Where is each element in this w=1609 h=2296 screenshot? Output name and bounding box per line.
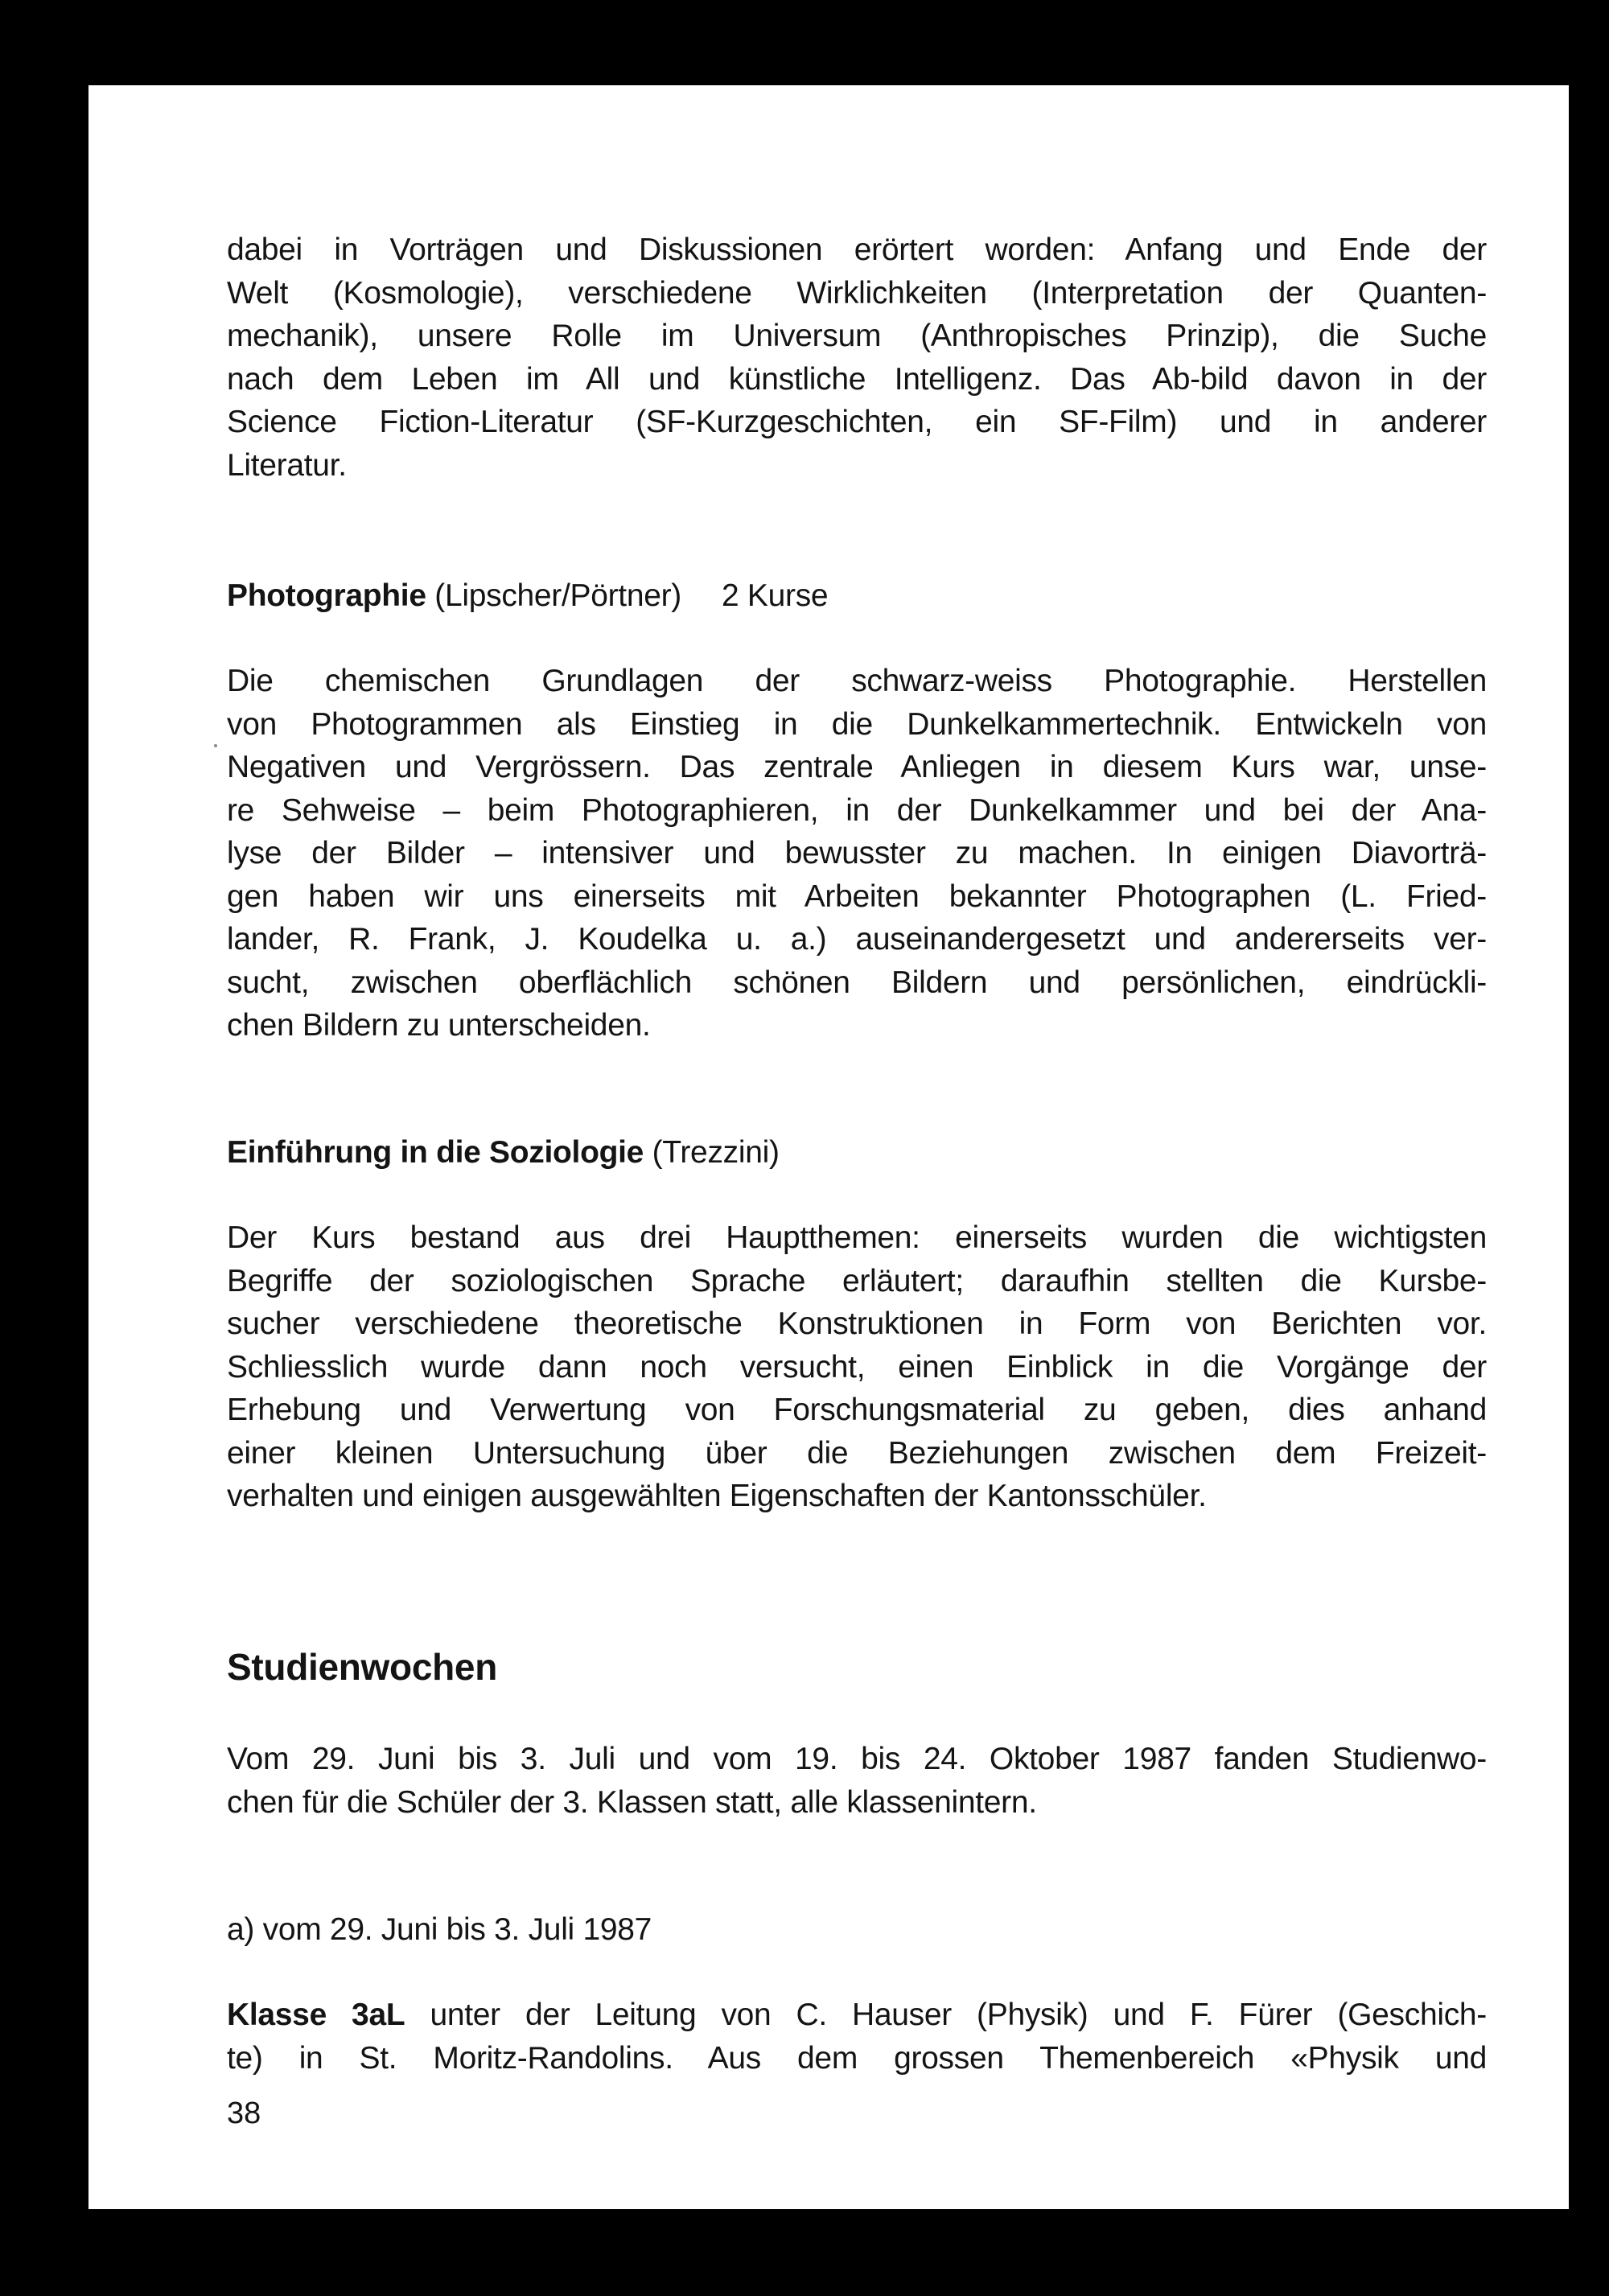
- scan-speck: [214, 744, 217, 747]
- course-teacher: (Trezzini): [652, 1135, 780, 1170]
- text-line: Welt (Kosmologie), verschiedene Wirklichkeiten (Interpretation der Quanten-: [227, 275, 1487, 311]
- text-line: Literatur.: [227, 447, 347, 483]
- text-line: dabei in Vorträgen und Diskussionen erörtert worden: Anfang und Ende der: [227, 232, 1487, 267]
- text-line: Schliesslich wurde dann noch versucht, einen Einblick in die Vorgänge der: [227, 1349, 1487, 1385]
- text-line: lander, R. Frank, J. Koudelka u. a.) auseinandergesetzt und andererseits ver-: [227, 922, 1487, 957]
- text-line: te) in St. Moritz-Randolins. Aus dem grossen Themenbereich «Physik und: [227, 2040, 1487, 2076]
- text-line: von Photogrammen als Einstieg in die Dunkelkammertechnik. Entwickeln von: [227, 706, 1487, 742]
- text-line: sucht, zwischen oberflächlich schönen Bildern und persönlichen, eindrückli-: [227, 965, 1487, 1000]
- course-count: 2 Kurse: [722, 578, 829, 613]
- studienwochen-paragraph: [227, 1738, 1487, 1824]
- text-line: chen für die Schüler der 3. Klassen statt, alle klassenintern.: [227, 1784, 1037, 1820]
- subheading: [227, 1908, 1487, 1952]
- photographie-paragraph: [227, 660, 1487, 1047]
- text-line: Begriffe der soziologischen Sprache erläutert; daraufhin stellten die Kursbe-: [227, 1263, 1487, 1298]
- klasse-paragraph: [227, 1994, 1487, 2080]
- section-title: Studienwochen: [227, 1646, 498, 1688]
- soziologie-heading: [227, 1131, 1487, 1175]
- course-title: Photographie: [227, 578, 426, 613]
- course-title: Einführung in die Soziologie: [227, 1135, 644, 1170]
- text-line: Science Fiction-Literatur (SF-Kurzgeschichten, ein SF-Film) und in anderer: [227, 405, 1487, 439]
- text-line: nach dem Leben im All und künstliche Intelligenz. Das Ab-bild davon in der: [227, 361, 1487, 397]
- text-line: chen Bildern zu unterscheiden.: [227, 1008, 651, 1043]
- text-line: Negativen und Vergrössern. Das zentrale Anliegen in diesem Kurs war, unse-: [227, 750, 1487, 784]
- klasse-label: Klasse 3aL: [227, 1998, 405, 2032]
- soziologie-paragraph: [227, 1216, 1487, 1518]
- intro-paragraph: [227, 228, 1487, 487]
- text-line: mechanik), unsere Rolle im Universum (Anthropisches Prinzip), die Suche: [227, 319, 1487, 353]
- course-teachers: (Lipscher/Pörtner): [434, 578, 681, 613]
- page-number: 38: [227, 2096, 261, 2130]
- document-page: [88, 85, 1569, 2209]
- text-line: re Sehweise – beim Photographieren, in der Dunkelkammer und bei der Ana-: [227, 792, 1487, 828]
- text-line: Erhebung und Verwertung von Forschungsmaterial zu geben, dies anhand: [227, 1393, 1487, 1427]
- text-line: gen haben wir uns einerseits mit Arbeiten bekannter Photographen (L. Fried-: [227, 878, 1487, 914]
- text-line: sucher verschiedene theoretische Konstruktionen in Form von Berichten vor.: [227, 1306, 1487, 1341]
- text-line: lyse der Bilder – intensiver und bewusster zu machen. In einigen Diavorträ-: [227, 836, 1487, 870]
- photographie-heading: [227, 574, 1487, 618]
- text-line: Der Kurs bestand aus drei Hauptthemen: einerseits wurden die wichtigsten: [227, 1220, 1487, 1255]
- text-line: einer kleinen Untersuchung über die Beziehungen zwischen dem Freizeit-: [227, 1435, 1487, 1471]
- klasse-text: unter der Leitung von C. Hauser (Physik) und F. Fürer (Geschich-: [430, 1998, 1487, 2032]
- text-line: Vom 29. Juni bis 3. Juli und vom 19. bis 24. Oktober 1987 fanden Studienwo-: [227, 1742, 1487, 1776]
- text-line: verhalten und einigen ausgewählten Eigenschaften der Kantonsschüler.: [227, 1479, 1207, 1513]
- text-line: [227, 1994, 1487, 2037]
- text-line: Die chemischen Grundlagen der schwarz-weiss Photographie. Herstellen: [227, 664, 1487, 698]
- text-line: a) vom 29. Juni bis 3. Juli 1987: [227, 1912, 652, 1947]
